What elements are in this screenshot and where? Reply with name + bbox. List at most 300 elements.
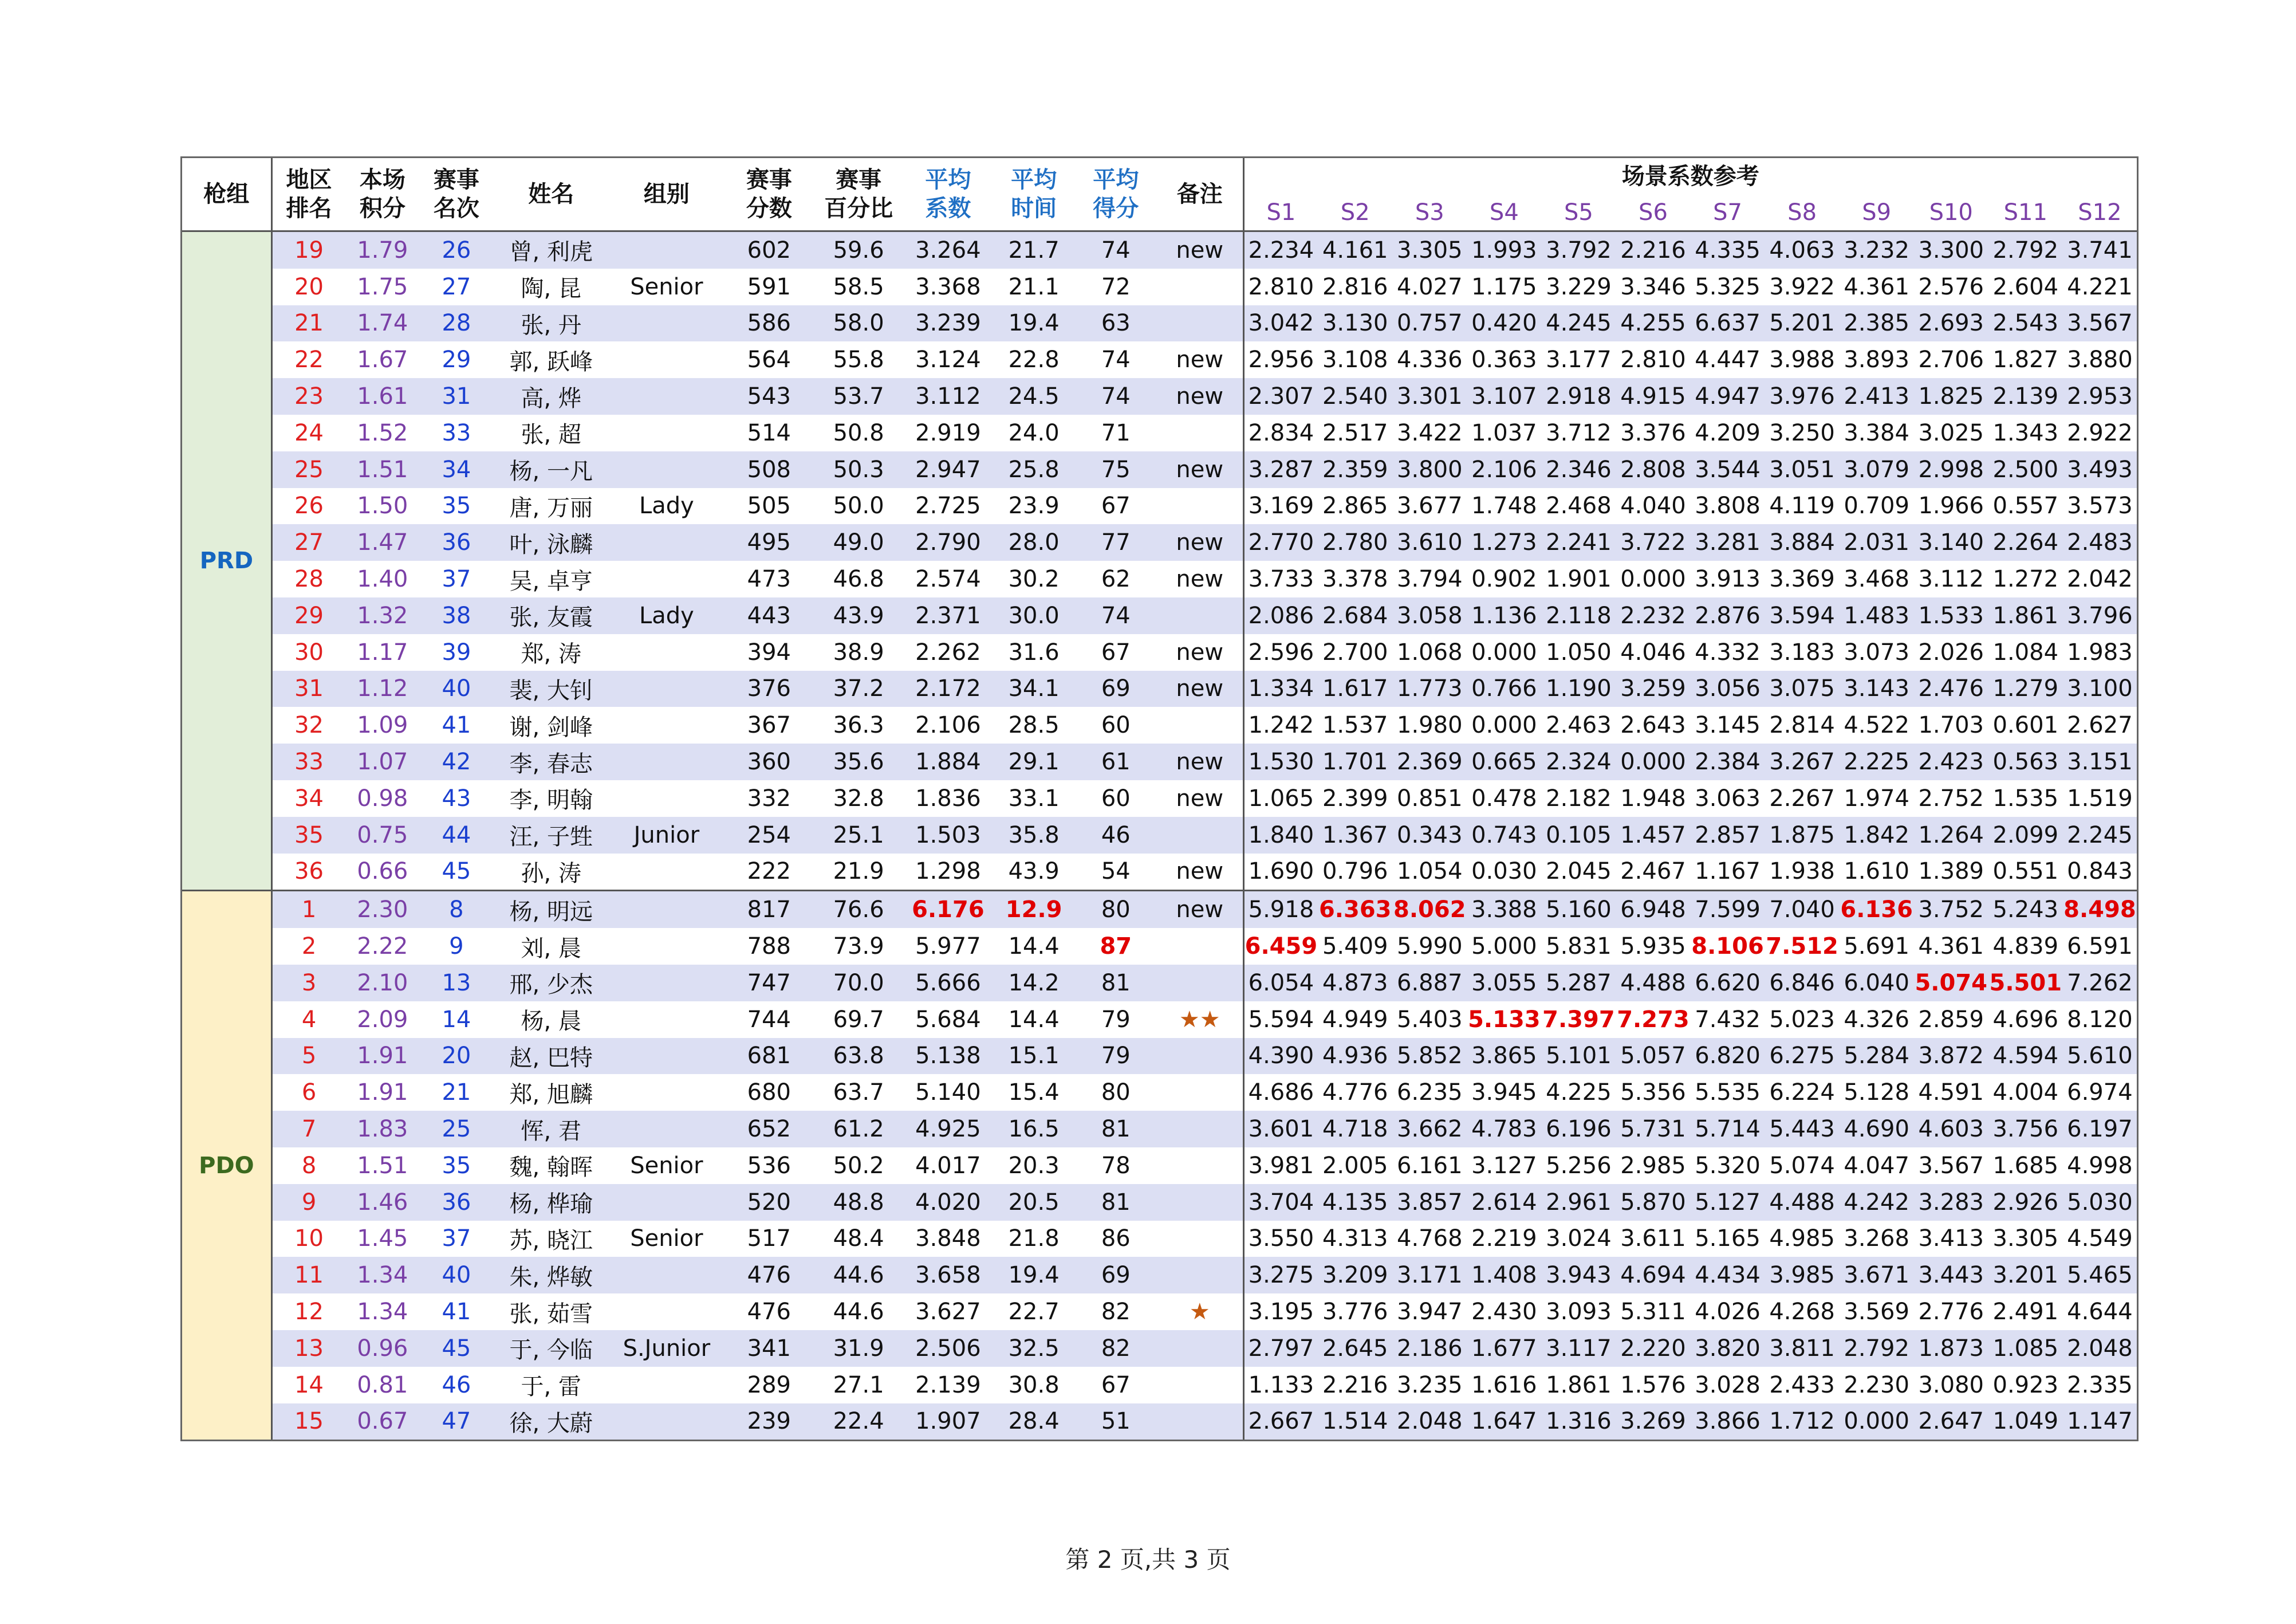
gun-group-label: PDO <box>182 891 271 1440</box>
avg-score-cell: 74 <box>1075 378 1157 415</box>
avg-time-cell: 24.5 <box>993 378 1075 415</box>
scene-factor-cell: 2.384 <box>1691 744 1765 780</box>
percent-cell: 58.0 <box>814 305 903 342</box>
scene-factor-cell: 6.846 <box>1765 965 1840 1001</box>
scene-factor-cell: 1.190 <box>1541 671 1616 707</box>
scene-factor-cell: 1.993 <box>1467 231 1541 269</box>
scene-factor-cell: 1.457 <box>1616 817 1690 854</box>
note-cell <box>1157 965 1243 1001</box>
place-cell: 35 <box>419 488 493 525</box>
scene-factor-cell: 3.865 <box>1467 1038 1541 1075</box>
place-cell: 14 <box>419 1001 493 1038</box>
name-cell: 高, 烨 <box>493 378 609 415</box>
header-avg-factor: 平均 系数 <box>903 158 993 231</box>
points-cell: 1.52 <box>345 415 419 451</box>
scene-factor-cell: 4.434 <box>1691 1257 1765 1293</box>
scene-factor-cell: 1.861 <box>1541 1367 1616 1403</box>
scene-factor-cell: 5.691 <box>1840 928 1914 965</box>
scene-factor-cell: 2.335 <box>2063 1367 2137 1403</box>
scene-factor-cell: 6.459 <box>1243 928 1318 965</box>
avg-factor-cell: 2.574 <box>903 561 993 597</box>
scene-factor-cell: 2.099 <box>1988 817 2063 854</box>
avg-score-cell: 67 <box>1075 634 1157 671</box>
note-cell <box>1157 1257 1243 1293</box>
rank-cell: 13 <box>271 1330 345 1367</box>
scene-factor-cell: 0.563 <box>1988 744 2063 780</box>
scene-factor-cell: 2.576 <box>1914 269 1988 305</box>
score-cell: 508 <box>724 451 814 488</box>
points-cell: 1.40 <box>345 561 419 597</box>
score-cell: 332 <box>724 780 814 817</box>
name-cell: 杨, 晨 <box>493 1001 609 1038</box>
scene-factor-cell: 2.780 <box>1318 524 1392 561</box>
avg-factor-cell: 3.124 <box>903 341 993 378</box>
scene-factor-cell: 0.030 <box>1467 854 1541 891</box>
header-scene-12: S12 <box>2063 194 2137 231</box>
score-cell: 222 <box>724 854 814 891</box>
rank-cell: 27 <box>271 524 345 561</box>
scene-factor-cell: 1.842 <box>1840 817 1914 854</box>
avg-time-cell: 35.8 <box>993 817 1075 854</box>
avg-score-cell: 82 <box>1075 1330 1157 1367</box>
points-cell: 1.79 <box>345 231 419 269</box>
scene-factor-cell: 2.220 <box>1616 1330 1690 1367</box>
scene-factor-cell: 4.326 <box>1840 1001 1914 1038</box>
scene-factor-cell: 5.535 <box>1691 1074 1765 1111</box>
name-cell: 孙, 涛 <box>493 854 609 891</box>
scene-factor-cell: 2.267 <box>1765 780 1840 817</box>
scene-factor-cell: 2.643 <box>1616 707 1690 744</box>
scene-factor-cell: 2.045 <box>1541 854 1616 891</box>
score-cell: 495 <box>724 524 814 561</box>
scene-factor-cell: 2.998 <box>1914 451 1988 488</box>
scene-factor-cell: 1.037 <box>1467 415 1541 451</box>
group-cell <box>609 341 724 378</box>
name-cell: 李, 春志 <box>493 744 609 780</box>
scene-factor-cell: 3.893 <box>1840 341 1914 378</box>
table-row <box>182 780 2137 817</box>
avg-time-cell: 21.8 <box>993 1221 1075 1257</box>
header-scene-5: S5 <box>1541 194 1616 231</box>
points-cell: 1.45 <box>345 1221 419 1257</box>
scene-factor-cell: 3.741 <box>2063 231 2137 269</box>
scene-factor-cell: 4.221 <box>2063 269 2137 305</box>
scene-factor-cell: 2.808 <box>1616 451 1690 488</box>
table-row <box>182 854 2137 891</box>
scene-factor-cell: 2.961 <box>1541 1184 1616 1221</box>
scene-factor-cell: 2.086 <box>1243 597 1318 634</box>
scene-factor-cell: 3.140 <box>1914 524 1988 561</box>
table-row <box>182 231 2137 269</box>
scene-factor-cell: 3.042 <box>1243 305 1318 342</box>
scene-factor-cell: 2.346 <box>1541 451 1616 488</box>
table-row <box>182 1330 2137 1367</box>
scene-factor-cell: 3.305 <box>1392 231 1467 269</box>
scene-factor-cell: 1.983 <box>2063 634 2137 671</box>
scene-factor-cell: 5.594 <box>1243 1001 1318 1038</box>
table-row <box>182 524 2137 561</box>
avg-score-cell: 86 <box>1075 1221 1157 1257</box>
scene-factor-cell: 1.610 <box>1840 854 1914 891</box>
rank-cell: 24 <box>271 415 345 451</box>
name-cell: 叶, 泳麟 <box>493 524 609 561</box>
scene-factor-cell: 2.232 <box>1616 597 1690 634</box>
scene-factor-cell: 5.284 <box>1840 1038 1914 1075</box>
scene-factor-cell: 4.390 <box>1243 1038 1318 1075</box>
percent-cell: 22.4 <box>814 1403 903 1440</box>
avg-score-cell: 61 <box>1075 744 1157 780</box>
scene-factor-cell: 1.133 <box>1243 1367 1318 1403</box>
group-cell <box>609 561 724 597</box>
place-cell: 40 <box>419 671 493 707</box>
name-cell: 郭, 跃峰 <box>493 341 609 378</box>
scene-factor-cell: 2.245 <box>2063 817 2137 854</box>
avg-time-cell: 14.4 <box>993 928 1075 965</box>
place-cell: 37 <box>419 1221 493 1257</box>
scene-factor-cell: 1.136 <box>1467 597 1541 634</box>
scene-factor-cell: 3.075 <box>1765 671 1840 707</box>
scene-factor-cell: 7.397 <box>1541 1001 1616 1038</box>
scene-factor-cell: 1.242 <box>1243 707 1318 744</box>
scene-factor-cell: 2.433 <box>1765 1367 1840 1403</box>
note-cell <box>1157 1367 1243 1403</box>
score-cell: 564 <box>724 341 814 378</box>
group-cell <box>609 1038 724 1075</box>
score-cell: 536 <box>724 1147 814 1184</box>
name-cell: 于, 雷 <box>493 1367 609 1403</box>
scene-factor-cell: 1.084 <box>1988 634 2063 671</box>
name-cell: 李, 明翰 <box>493 780 609 817</box>
scene-factor-cell: 3.093 <box>1541 1293 1616 1330</box>
place-cell: 27 <box>419 269 493 305</box>
scene-factor-cell: 6.161 <box>1392 1147 1467 1184</box>
scene-factor-cell: 2.491 <box>1988 1293 2063 1330</box>
rank-cell: 32 <box>271 707 345 744</box>
name-cell: 徐, 大蔚 <box>493 1403 609 1440</box>
scene-factor-cell: 8.498 <box>2063 891 2137 928</box>
scene-factor-cell: 3.378 <box>1318 561 1392 597</box>
scene-factor-cell: 6.197 <box>2063 1111 2137 1147</box>
scene-factor-cell: 4.873 <box>1318 965 1392 1001</box>
scene-factor-cell: 3.976 <box>1765 378 1840 415</box>
scene-factor-cell: 2.182 <box>1541 780 1616 817</box>
scene-factor-cell: 3.195 <box>1243 1293 1318 1330</box>
scene-factor-cell: 4.336 <box>1392 341 1467 378</box>
score-cell: 586 <box>724 305 814 342</box>
avg-score-cell: 82 <box>1075 1293 1157 1330</box>
scene-factor-cell: 1.343 <box>1988 415 2063 451</box>
score-cell: 443 <box>724 597 814 634</box>
scene-factor-cell: 4.040 <box>1616 488 1690 525</box>
scene-factor-cell: 3.209 <box>1318 1257 1392 1293</box>
header-name: 姓名 <box>493 158 609 231</box>
table-row <box>182 1257 2137 1293</box>
group-cell <box>609 1293 724 1330</box>
points-cell: 1.46 <box>345 1184 419 1221</box>
place-cell: 9 <box>419 928 493 965</box>
scene-factor-cell: 2.500 <box>1988 451 2063 488</box>
scene-factor-cell: 2.467 <box>1616 854 1690 891</box>
scene-factor-cell: 0.420 <box>1467 305 1541 342</box>
scene-factor-cell: 1.537 <box>1318 707 1392 744</box>
scene-factor-cell: 0.105 <box>1541 817 1616 854</box>
avg-factor-cell: 2.139 <box>903 1367 993 1403</box>
scene-factor-cell: 1.050 <box>1541 634 1616 671</box>
percent-cell: 69.7 <box>814 1001 903 1038</box>
note-cell <box>1157 928 1243 965</box>
percent-cell: 59.6 <box>814 231 903 269</box>
avg-score-cell: 87 <box>1075 928 1157 965</box>
scene-factor-cell: 3.080 <box>1914 1367 1988 1403</box>
table-row <box>182 1293 2137 1330</box>
scene-factor-cell: 3.611 <box>1616 1221 1690 1257</box>
avg-time-cell: 16.5 <box>993 1111 1075 1147</box>
group-cell <box>609 1367 724 1403</box>
avg-factor-cell: 2.506 <box>903 1330 993 1367</box>
avg-time-cell: 20.3 <box>993 1147 1075 1184</box>
scene-factor-cell: 5.243 <box>1988 891 2063 928</box>
avg-factor-cell: 2.172 <box>903 671 993 707</box>
scene-factor-cell: 2.219 <box>1467 1221 1541 1257</box>
scene-factor-cell: 2.241 <box>1541 524 1616 561</box>
page-footer: 第 2 页,共 3 页 <box>1065 1546 1231 1574</box>
group-cell <box>609 707 724 744</box>
scene-factor-cell: 3.229 <box>1541 269 1616 305</box>
scene-factor-cell: 1.617 <box>1318 671 1392 707</box>
avg-factor-cell: 3.239 <box>903 305 993 342</box>
table-row <box>182 305 2137 342</box>
scene-factor-cell: 4.949 <box>1318 1001 1392 1038</box>
scene-factor-cell: 3.117 <box>1541 1330 1616 1367</box>
scene-factor-cell: 3.143 <box>1840 671 1914 707</box>
table-row <box>182 1001 2137 1038</box>
avg-factor-cell: 5.684 <box>903 1001 993 1038</box>
points-cell: 1.17 <box>345 634 419 671</box>
scene-factor-cell: 4.839 <box>1988 928 2063 965</box>
percent-cell: 63.7 <box>814 1074 903 1111</box>
scene-factor-cell: 2.918 <box>1541 378 1616 415</box>
rank-cell: 25 <box>271 451 345 488</box>
score-cell: 747 <box>724 965 814 1001</box>
note-cell <box>1157 488 1243 525</box>
points-cell: 2.22 <box>345 928 419 965</box>
rank-cell: 26 <box>271 488 345 525</box>
name-cell: 于, 今临 <box>493 1330 609 1367</box>
group-cell <box>609 780 724 817</box>
scene-factor-cell: 4.915 <box>1616 378 1690 415</box>
scene-factor-cell: 1.901 <box>1541 561 1616 597</box>
name-cell: 赵, 巴特 <box>493 1038 609 1075</box>
name-cell: 杨, 一凡 <box>493 451 609 488</box>
avg-score-cell: 74 <box>1075 341 1157 378</box>
scene-factor-cell: 4.686 <box>1243 1074 1318 1111</box>
rank-cell: 35 <box>271 817 345 854</box>
scene-factor-cell: 2.684 <box>1318 597 1392 634</box>
scene-factor-cell: 3.567 <box>1914 1147 1988 1184</box>
name-cell: 刘, 晨 <box>493 928 609 965</box>
scene-factor-cell: 3.493 <box>2063 451 2137 488</box>
scene-factor-cell: 2.647 <box>1914 1403 1988 1440</box>
table-row <box>182 1367 2137 1403</box>
header-scene-title: 场景系数参考 <box>1243 158 2137 194</box>
percent-cell: 27.1 <box>814 1367 903 1403</box>
place-cell: 40 <box>419 1257 493 1293</box>
note-cell: ★ <box>1157 1293 1243 1330</box>
scene-factor-cell: 4.335 <box>1691 231 1765 269</box>
scene-factor-cell: 5.101 <box>1541 1038 1616 1075</box>
header-scene-3: S3 <box>1392 194 1467 231</box>
scene-factor-cell: 2.956 <box>1243 341 1318 378</box>
scene-factor-cell: 1.712 <box>1765 1403 1840 1440</box>
name-cell: 杨, 明远 <box>493 891 609 928</box>
avg-time-cell: 28.5 <box>993 707 1075 744</box>
scene-factor-cell: 1.334 <box>1243 671 1318 707</box>
avg-factor-cell: 5.666 <box>903 965 993 1001</box>
scene-factor-cell: 1.054 <box>1392 854 1467 891</box>
scene-factor-cell: 3.671 <box>1840 1257 1914 1293</box>
scene-factor-cell: 6.591 <box>2063 928 2137 965</box>
scene-factor-cell: 5.501 <box>1988 965 2063 1001</box>
avg-time-cell: 15.4 <box>993 1074 1075 1111</box>
scene-factor-cell: 2.264 <box>1988 524 2063 561</box>
scene-factor-cell: 2.985 <box>1616 1147 1690 1184</box>
points-cell: 1.09 <box>345 707 419 744</box>
scene-factor-cell: 0.796 <box>1318 854 1392 891</box>
scene-factor-cell: 3.269 <box>1616 1403 1690 1440</box>
scene-factor-cell: 1.840 <box>1243 817 1318 854</box>
scene-factor-cell: 3.981 <box>1243 1147 1318 1184</box>
scene-factor-cell: 3.756 <box>1988 1111 2063 1147</box>
scene-factor-cell: 4.161 <box>1318 231 1392 269</box>
score-cell: 254 <box>724 817 814 854</box>
table-row <box>182 561 2137 597</box>
name-cell: 吴, 卓亨 <box>493 561 609 597</box>
rank-cell: 4 <box>271 1001 345 1038</box>
scene-factor-cell: 5.133 <box>1467 1001 1541 1038</box>
percent-cell: 50.8 <box>814 415 903 451</box>
scene-factor-cell: 3.107 <box>1467 378 1541 415</box>
note-cell <box>1157 1147 1243 1184</box>
scene-factor-cell: 0.000 <box>1467 707 1541 744</box>
avg-factor-cell: 4.925 <box>903 1111 993 1147</box>
group-cell: Senior <box>609 1221 724 1257</box>
table-row <box>182 1403 2137 1440</box>
points-cell: 1.07 <box>345 744 419 780</box>
note-cell: new <box>1157 634 1243 671</box>
name-cell: 郑, 旭麟 <box>493 1074 609 1111</box>
avg-factor-cell: 3.368 <box>903 269 993 305</box>
scene-factor-cell: 0.757 <box>1392 305 1467 342</box>
group-cell: Senior <box>609 269 724 305</box>
scene-factor-cell: 5.256 <box>1541 1147 1616 1184</box>
avg-time-cell: 43.9 <box>993 854 1075 891</box>
note-cell <box>1157 1221 1243 1257</box>
scene-factor-cell: 0.000 <box>1467 634 1541 671</box>
percent-cell: 48.8 <box>814 1184 903 1221</box>
scene-factor-cell: 2.922 <box>2063 415 2137 451</box>
points-cell: 0.75 <box>345 817 419 854</box>
percent-cell: 38.9 <box>814 634 903 671</box>
avg-time-cell: 34.1 <box>993 671 1075 707</box>
scene-factor-cell: 0.923 <box>1988 1367 2063 1403</box>
place-cell: 44 <box>419 817 493 854</box>
percent-cell: 25.1 <box>814 817 903 854</box>
scene-factor-cell: 2.810 <box>1616 341 1690 378</box>
scene-factor-cell: 2.953 <box>2063 378 2137 415</box>
name-cell: 唐, 万丽 <box>493 488 609 525</box>
scene-factor-cell: 2.186 <box>1392 1330 1467 1367</box>
note-cell <box>1157 1111 1243 1147</box>
rank-cell: 3 <box>271 965 345 1001</box>
scene-factor-cell: 1.980 <box>1392 707 1467 744</box>
scene-factor-cell: 1.068 <box>1392 634 1467 671</box>
score-cell: 376 <box>724 671 814 707</box>
rank-cell: 19 <box>271 231 345 269</box>
percent-cell: 50.0 <box>814 488 903 525</box>
avg-factor-cell: 1.907 <box>903 1403 993 1440</box>
group-cell <box>609 928 724 965</box>
percent-cell: 44.6 <box>814 1293 903 1330</box>
scene-factor-cell: 7.040 <box>1765 891 1840 928</box>
scene-factor-cell: 4.361 <box>1914 928 1988 965</box>
scene-factor-cell: 3.677 <box>1392 488 1467 525</box>
avg-score-cell: 74 <box>1075 231 1157 269</box>
score-cell: 505 <box>724 488 814 525</box>
scene-factor-cell: 3.880 <box>2063 341 2137 378</box>
scene-factor-cell: 6.275 <box>1765 1038 1840 1075</box>
name-cell: 裴, 大钊 <box>493 671 609 707</box>
scene-factor-cell: 2.816 <box>1318 269 1392 305</box>
score-cell: 591 <box>724 269 814 305</box>
scene-factor-cell: 0.000 <box>1616 561 1690 597</box>
points-cell: 2.30 <box>345 891 419 928</box>
scene-factor-cell: 0.363 <box>1467 341 1541 378</box>
avg-time-cell: 22.7 <box>993 1293 1075 1330</box>
place-cell: 37 <box>419 561 493 597</box>
avg-score-cell: 60 <box>1075 707 1157 744</box>
scene-factor-cell: 3.808 <box>1691 488 1765 525</box>
scene-factor-cell: 4.718 <box>1318 1111 1392 1147</box>
percent-cell: 49.0 <box>814 524 903 561</box>
scene-factor-cell: 3.301 <box>1392 378 1467 415</box>
scene-factor-cell: 3.712 <box>1541 415 1616 451</box>
scene-factor-cell: 2.106 <box>1467 451 1541 488</box>
scene-factor-cell: 0.000 <box>1616 744 1690 780</box>
table-row <box>182 891 2137 928</box>
percent-cell: 50.2 <box>814 1147 903 1184</box>
avg-time-cell: 19.4 <box>993 305 1075 342</box>
scene-factor-cell: 3.947 <box>1392 1293 1467 1330</box>
scene-factor-cell: 1.685 <box>1988 1147 2063 1184</box>
points-cell: 0.98 <box>345 780 419 817</box>
note-cell <box>1157 1074 1243 1111</box>
scene-factor-cell: 2.596 <box>1243 634 1318 671</box>
table-row <box>182 415 2137 451</box>
scene-factor-cell: 0.843 <box>2063 854 2137 891</box>
avg-time-cell: 28.0 <box>993 524 1075 561</box>
scene-factor-cell: 4.242 <box>1840 1184 1914 1221</box>
table-row <box>182 451 2137 488</box>
avg-score-cell: 62 <box>1075 561 1157 597</box>
scene-factor-cell: 4.119 <box>1765 488 1840 525</box>
scene-factor-cell: 3.800 <box>1392 451 1467 488</box>
place-cell: 42 <box>419 744 493 780</box>
scene-factor-cell: 3.183 <box>1765 634 1840 671</box>
scene-factor-cell: 2.385 <box>1840 305 1914 342</box>
scene-factor-cell: 5.128 <box>1840 1074 1914 1111</box>
note-cell: new <box>1157 561 1243 597</box>
rank-cell: 23 <box>271 378 345 415</box>
